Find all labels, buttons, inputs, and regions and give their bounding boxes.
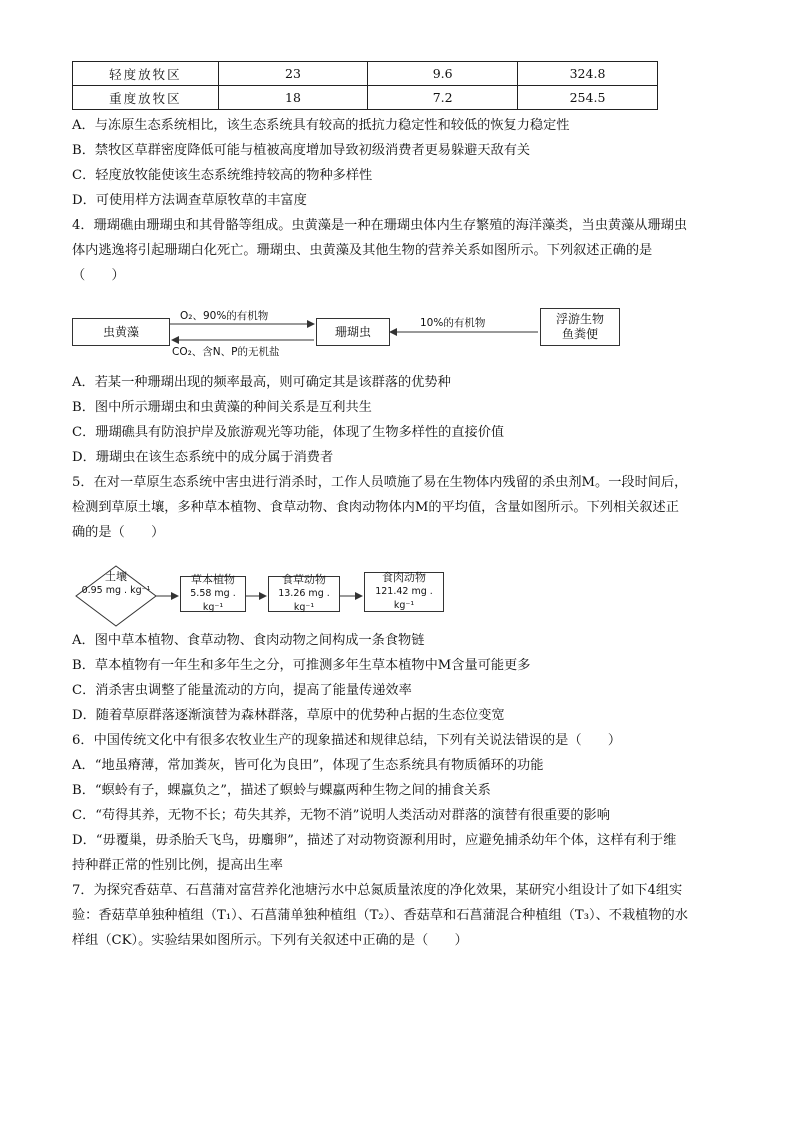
table-cell: 轻度放牧区	[73, 62, 219, 86]
q5-option-c: C．消杀害虫调整了能量流动的方向，提高了能量传递效率	[72, 683, 412, 698]
soil-label: 土壤	[105, 570, 127, 583]
q5-option-d: D．随着草原群落逐渐演替为森林群落，草原中的优势种占据的生态位变宽	[72, 708, 505, 723]
q5-stem-line: 确的是（ ）	[72, 525, 165, 540]
to-coral-label: O₂、90%的有机物	[180, 310, 269, 322]
to-algae-label: CO₂、含N、P的无机盐	[172, 346, 280, 358]
q3-option-a: A．与冻原生态系统相比，该生态系统具有较高的抵抗力稳定性和较低的恢复力稳定性	[72, 118, 570, 133]
q6-stem: 6．中国传统文化中有很多农牧业生产的现象描述和规律总结，下列有关说法错误的是（ ）	[72, 733, 622, 748]
q7-stem-line: 7．为探究香菇草、石菖蒲对富营养化池塘污水中总氮质量浓度的净化效果，某研究小组设计了如下4组实	[72, 883, 683, 898]
table-row	[73, 86, 658, 110]
q5-option-b: B．草本植物有一年生和多年生之分，可推测多年生草本植物中M含量可能更多	[72, 658, 531, 673]
table-cell: 7.2	[368, 86, 518, 110]
table-cell: 254.5	[518, 86, 658, 110]
table-cell: 23	[218, 62, 368, 86]
table-cell: 9.6	[368, 62, 518, 86]
soil-node	[78, 570, 154, 598]
q5-option-a: A．图中草本植物、食草动物、食肉动物之间构成一条食物链	[72, 633, 425, 648]
q4-stem-line: 体内逃逸将引起珊瑚白化死亡。珊瑚虫、虫黄藻及其他生物的营养关系如图所示。下列叙述正确的是	[72, 243, 653, 258]
q4-stem-line: （ ）	[72, 268, 125, 283]
table-cell: 18	[218, 86, 368, 110]
pesticide-concentration-diagram	[74, 560, 454, 630]
zooxanthellae-box: 虫黄藻	[72, 318, 170, 346]
table-cell: 324.8	[518, 62, 658, 86]
q6-option-d-cont: 持种群正常的性别比例，提高出生率	[72, 858, 283, 873]
q3-option-b: B．禁牧区草群密度降低可能与植被高度增加导致初级消费者更易躲避天敌有关	[72, 143, 531, 158]
herb-value: 5.58 mg . kg⁻¹	[190, 588, 236, 613]
q3-option-c: C．轻度放牧能使该生态系统维持较高的物种多样性	[72, 168, 373, 183]
q6-option-a: A．“地虽瘠薄，常加粪灰，皆可化为良田”，体现了生态系统具有物质循环的功能	[72, 758, 544, 773]
q6-option-b: B．“螟蛉有子，蜾蠃负之”，描述了螟蛉与蜾蠃两种生物之间的捕食关系	[72, 783, 491, 798]
q5-stem-line: 检测到草原土壤，多种草本植物、食草动物、食肉动物体内M的平均值，含量如图所示。下列相关叙述正	[72, 500, 679, 515]
table-cell: 重度放牧区	[73, 86, 219, 110]
carnivore-box	[364, 572, 444, 612]
herb-box	[180, 573, 246, 613]
q3-option-d: D．可使用样方法调查草原牧草的丰富度	[72, 193, 307, 208]
q4-option-a: A．若某一种珊瑚出现的频率最高，则可确定其是该群落的优势种	[72, 375, 451, 390]
coral-polyp-box: 珊瑚虫	[316, 318, 390, 346]
q7-stem-line: 样组（CK）。实验结果如图所示。下列有关叙述中正确的是（ ）	[72, 933, 468, 948]
herb-label: 草本植物	[191, 573, 235, 586]
herbivore-label: 食草动物	[282, 573, 326, 586]
q4-option-c: C．珊瑚礁具有防浪护岸及旅游观光等功能，体现了生物多样性的直接价值	[72, 425, 505, 440]
q5-stem-line: 5．在对一草原生态系统中害虫进行消杀时，工作人员喷施了易在生物体内残留的杀虫剂M。一段时间后，	[72, 475, 688, 490]
grazing-data-table	[72, 61, 658, 110]
q7-stem-line: 验：香菇草单独种植组（T₁）、石菖蒲单独种植组（T₂）、香菇草和石菖蒲混合种植组（T₃）、不栽植物的水	[72, 908, 688, 923]
from-plankton-label: 10%的有机物	[420, 317, 486, 329]
herbivore-box	[268, 573, 340, 613]
soil-value: 0.95 mg . kg⁻¹	[81, 585, 151, 596]
herbivore-value: 13.26 mg . kg⁻¹	[278, 588, 330, 613]
coral-nutrition-diagram	[72, 304, 620, 366]
q6-option-c: C．“苟得其养，无物不长；苟失其养，无物不消”说明人类活动对群落的演替有很重要的影响	[72, 808, 610, 823]
plankton-box: 浮游生物 鱼粪便	[540, 308, 620, 346]
q4-option-b: B．图中所示珊瑚虫和虫黄藻的种间关系是互利共生	[72, 400, 372, 415]
table-row	[73, 62, 658, 86]
q4-option-d: D．珊瑚虫在该生态系统中的成分属于消费者	[72, 450, 334, 465]
carnivore-value: 121.42 mg . kg⁻¹	[375, 586, 433, 611]
q4-stem-line: 4．珊瑚礁由珊瑚虫和其骨骼等组成。虫黄藻是一种在珊瑚虫体内生存繁殖的海洋藻类，当虫黄藻从珊瑚虫	[72, 218, 688, 233]
q6-option-d: D．“毋覆巢，毋杀胎夭飞鸟，毋麛卵”，描述了对动物资源利用时，应避免捕杀幼年个体，这样有利于维	[72, 833, 677, 848]
carnivore-label: 食肉动物	[382, 571, 426, 584]
